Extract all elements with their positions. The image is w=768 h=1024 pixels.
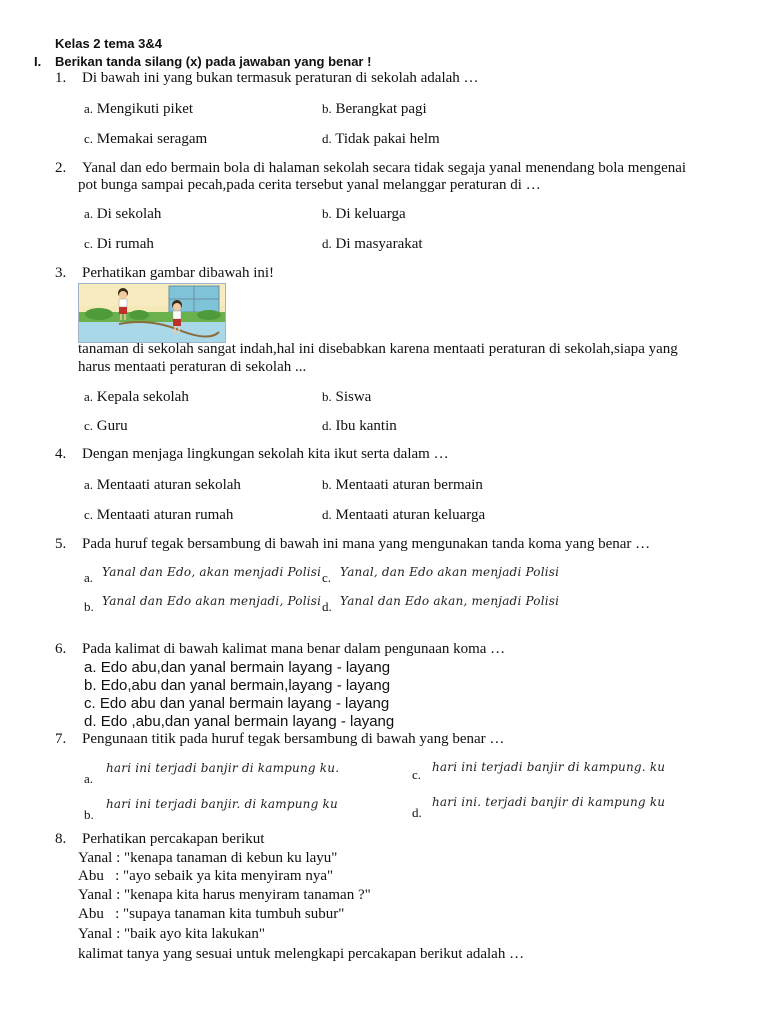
dialogue-line-4: Abu : "supaya tanaman kita tumbuh subur" bbox=[78, 906, 345, 922]
section-number: I. bbox=[34, 54, 42, 69]
q2-question-line2: pot bunga sampai pecah,pada cerita tersebut yanal melanggar peraturan di … bbox=[78, 177, 541, 193]
class-title: Kelas 2 tema 3&4 bbox=[55, 36, 162, 51]
q6-option-b: b. Edo,abu dan yanal bermain,layang - layang bbox=[84, 677, 391, 694]
q3-question: Perhatikan gambar dibawah ini! bbox=[82, 265, 275, 281]
q2-number: 2. bbox=[55, 160, 67, 176]
q5-number: 5. bbox=[55, 536, 67, 552]
q4-option-b: b. Mentaati aturan bermain bbox=[322, 477, 483, 493]
q8-number: 8. bbox=[55, 831, 67, 847]
q6-option-d: d. Edo ,abu,dan yanal bermain layang - layang bbox=[84, 713, 395, 730]
q2-option-d: d. Di masyarakat bbox=[322, 236, 423, 252]
q4-number: 4. bbox=[55, 446, 67, 462]
dialogue-line-1: Yanal : "kenapa tanaman di kebun ku layu" bbox=[78, 850, 338, 866]
q3-option-d: d. Ibu kantin bbox=[322, 418, 397, 434]
q1-option-d: d. Tidak pakai helm bbox=[322, 131, 440, 147]
q7-option-b-letter: b. bbox=[84, 807, 94, 822]
children-watering-plants-image bbox=[79, 284, 225, 342]
q4-option-d: d. Mentaati aturan keluarga bbox=[322, 507, 486, 523]
q2-option-b: b. Di keluarga bbox=[322, 206, 406, 222]
dialogue-line-3: Yanal : "kenapa kita harus menyiram tanaman ?" bbox=[78, 887, 371, 903]
q7-option-d-letter: d. bbox=[412, 805, 422, 820]
q6-option-c: c. Edo abu dan yanal bermain layang - layang bbox=[84, 695, 390, 712]
school-garden-illustration bbox=[78, 283, 226, 343]
q3-question-line2: harus mentaati peraturan di sekolah ... bbox=[78, 359, 307, 375]
section-title: Berikan tanda silang (x) pada jawaban yang benar ! bbox=[55, 54, 372, 69]
q7-number: 7. bbox=[55, 731, 67, 747]
q8-question: Perhatikan percakapan berikut bbox=[82, 831, 265, 847]
q7-option-b-cursive: hari ini terjadi banjir. di kampung ku bbox=[106, 797, 338, 811]
q5-question: Pada huruf tegak bersambung di bawah ini mana yang mengunakan tanda koma yang benar … bbox=[82, 536, 651, 552]
q3-number: 3. bbox=[55, 265, 67, 281]
q5-option-b-cursive: Yanal dan Edo akan menjadi, Polisi bbox=[102, 594, 322, 608]
q7-option-c-cursive: hari ini terjadi banjir di kampung. ku bbox=[432, 760, 666, 774]
q1-number: 1. bbox=[55, 70, 67, 86]
q5-option-c-cursive: Yanal, dan Edo akan menjadi Polisi bbox=[340, 565, 560, 579]
q7-option-d-cursive: hari ini. terjadi banjir di kampung ku bbox=[432, 795, 666, 809]
q2-question-line1: Yanal dan edo bermain bola di halaman sekolah secara tidak segaja yanal menendang bola mengenai bbox=[82, 160, 687, 176]
q2-option-c: c. Di rumah bbox=[84, 236, 154, 252]
q6-number: 6. bbox=[55, 641, 67, 657]
q5-option-d-letter: d. bbox=[322, 599, 332, 614]
q4-question: Dengan menjaga lingkungan sekolah kita ikut serta dalam … bbox=[82, 446, 449, 462]
q7-option-c-letter: c. bbox=[412, 767, 422, 782]
q3-question-line1: tanaman di sekolah sangat indah,hal ini disebabkan karena mentaati peraturan di sekolah,siapa yang bbox=[78, 341, 678, 357]
q4-option-a: a. Mentaati aturan sekolah bbox=[84, 477, 241, 493]
q1-option-c: c. Memakai seragam bbox=[84, 131, 208, 147]
q6-option-a: a. Edo abu,dan yanal bermain layang - layang bbox=[84, 659, 391, 676]
q1-option-b: b. Berangkat pagi bbox=[322, 101, 427, 117]
q4-option-c: c. Mentaati aturan rumah bbox=[84, 507, 234, 523]
q5-option-c-letter: c. bbox=[322, 570, 332, 585]
q7-option-a-cursive: hari ini terjadi banjir di kampung ku. bbox=[106, 761, 340, 775]
q3-option-b: b. Siswa bbox=[322, 389, 372, 405]
dialogue-line-5: Yanal : "baik ayo kita lakukan" bbox=[78, 926, 265, 942]
q3-option-a: a. Kepala sekolah bbox=[84, 389, 189, 405]
q7-option-a-letter: a. bbox=[84, 771, 94, 786]
q1-option-a: a. Mengikuti piket bbox=[84, 101, 194, 117]
q5-option-a-letter: a. bbox=[84, 570, 94, 585]
q5-option-a-cursive: Yanal dan Edo, akan menjadi Polisi bbox=[102, 565, 322, 579]
q6-question: Pada kalimat di bawah kalimat mana benar dalam pengunaan koma … bbox=[82, 641, 506, 657]
q5-option-b-letter: b. bbox=[84, 599, 94, 614]
q7-question: Pengunaan titik pada huruf tegak bersambung di bawah yang benar … bbox=[82, 731, 505, 747]
q8-closing: kalimat tanya yang sesuai untuk melengkapi percakapan berikut adalah … bbox=[78, 946, 525, 962]
q3-option-c: c. Guru bbox=[84, 418, 128, 434]
dialogue-line-2: Abu : "ayo sebaik ya kita menyiram nya" bbox=[78, 868, 334, 884]
q2-option-a: a. Di sekolah bbox=[84, 206, 162, 222]
q5-option-d-cursive: Yanal dan Edo akan, menjadi Polisi bbox=[340, 594, 560, 608]
q1-question: Di bawah ini yang bukan termasuk peraturan di sekolah adalah … bbox=[82, 70, 479, 86]
